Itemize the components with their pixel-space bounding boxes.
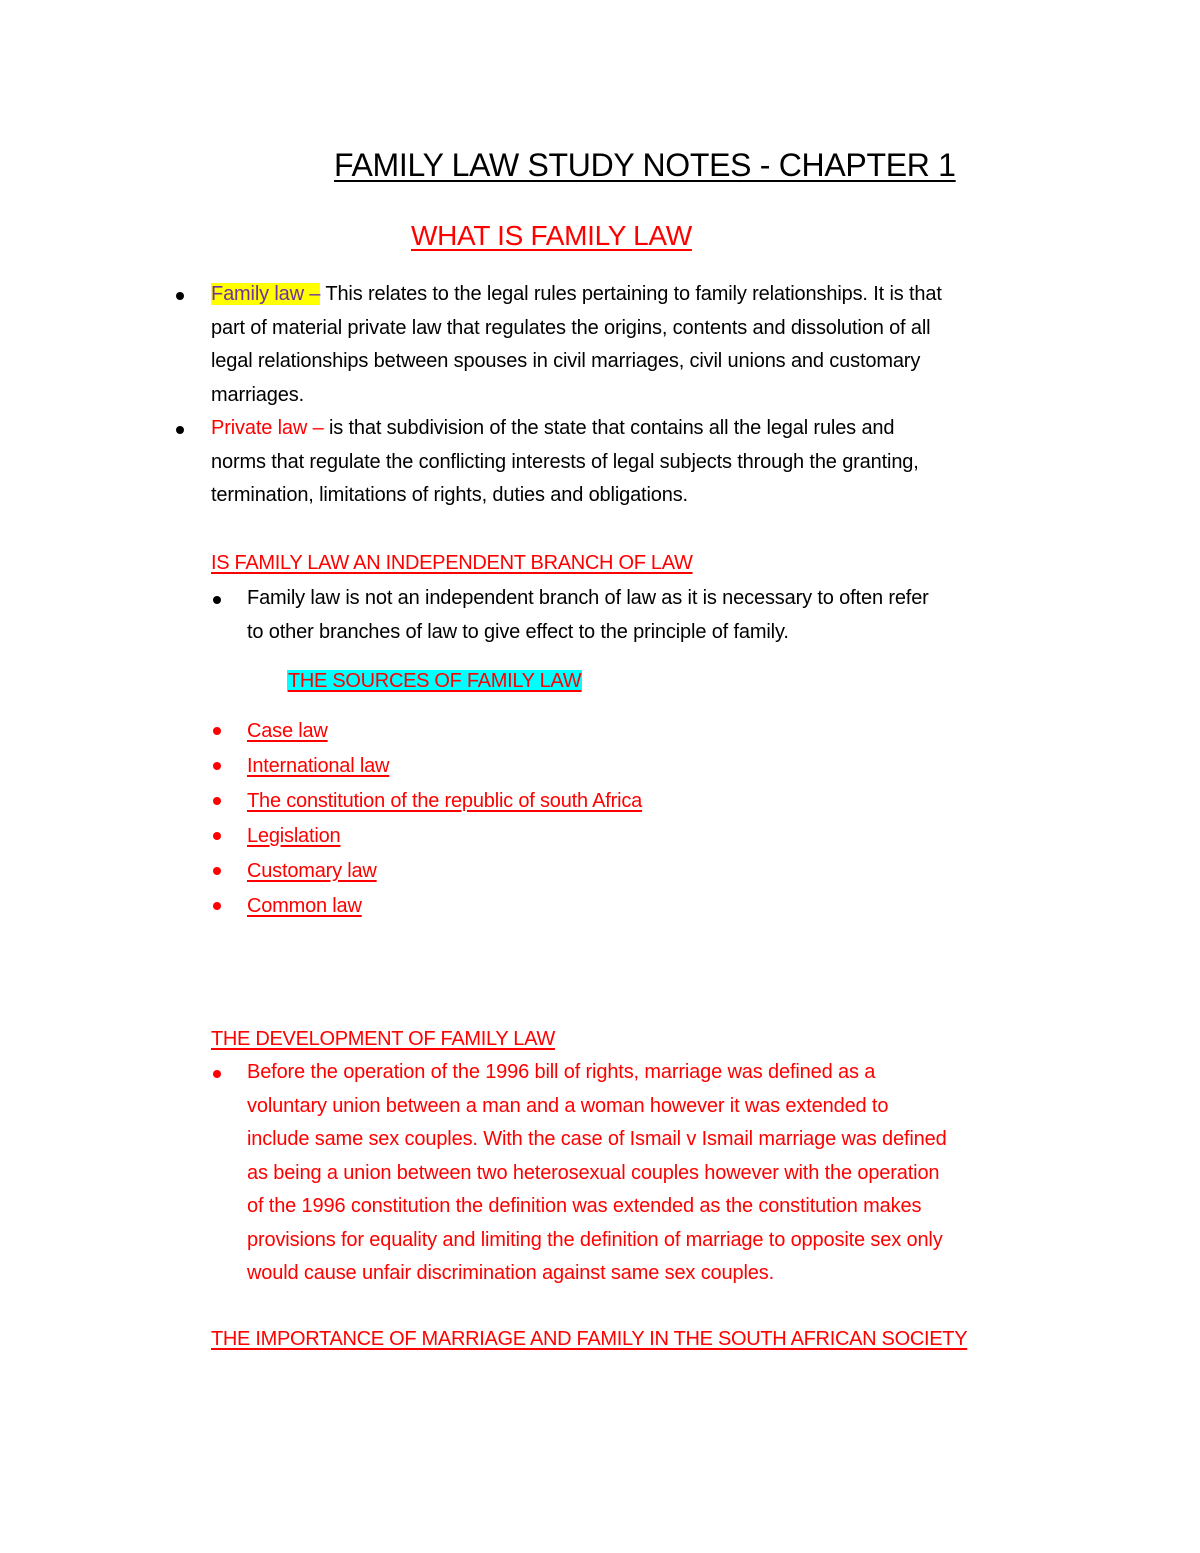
definition-line: norms that regulate the conflicting interests of legal subjects through the granting, [211,450,919,473]
bullet-icon [213,1070,221,1078]
list-item: The constitution of the republic of south Africa [247,790,643,812]
development-line: would cause unfair discrimination against same sex couples. [247,1262,774,1284]
list-item: Common law [247,895,362,917]
definition-line: termination, limitations of rights, duties and obligations. [211,484,688,506]
list-item: Customary law [247,860,377,882]
development-line: voluntary union between a man and a woman however it was extended to [247,1094,889,1117]
definition-line: Private law – is that subdivision of the state that contains all the legal rules and [211,417,895,439]
development-line: as being a union between two heterosexual couples however with the operation [247,1161,940,1184]
bullet-icon [213,727,221,735]
development-line: of the 1996 constitution the definition was extended as the constitution makes [247,1195,922,1217]
definition-line: part of material private law that regulates the origins, contents and dissolution of all [211,316,931,339]
bullet-icon [213,797,221,805]
bullet-icon [213,867,221,875]
development-line: provisions for equality and limiting the definition of marriage to opposite sex only [247,1228,943,1251]
bullet-icon [176,292,184,300]
independent-branch-line: to other branches of law to give effect to the principle of family. [247,620,789,643]
section-heading-independent-branch: IS FAMILY LAW AN INDEPENDENT BRANCH OF LAW [211,552,693,574]
development-line: include same sex couples. With the case of Ismail v Ismail marriage was defined [247,1128,947,1150]
bullet-icon [176,426,184,434]
definition-line: marriages. [211,383,304,406]
list-item: International law [247,755,390,777]
bullet-icon [213,832,221,840]
bullet-icon [213,762,221,770]
definition-line: Family law – This relates to the legal rules pertaining to family relationships. It is that [211,283,942,305]
definition-line: legal relationships between spouses in civil marriages, civil unions and customary [211,350,921,372]
section-heading-importance: THE IMPORTANCE OF MARRIAGE AND FAMILY IN THE SOUTH AFRICAN SOCIETY [211,1328,968,1350]
list-item: Case law [247,720,328,742]
page-subtitle: WHAT IS FAMILY LAW [411,220,692,251]
section-heading-sources: THE SOURCES OF FAMILY LAW [288,670,582,692]
list-item: Legislation [247,825,341,847]
section-heading-development: THE DEVELOPMENT OF FAMILY LAW [211,1028,555,1050]
bullet-icon [213,596,221,604]
bullet-icon [213,902,221,910]
page-title: FAMILY LAW STUDY NOTES - CHAPTER 1 [334,147,956,183]
development-line: Before the operation of the 1996 bill of rights, marriage was defined as a [247,1061,876,1083]
independent-branch-line: Family law is not an independent branch of law as it is necessary to often refer [247,587,929,609]
definition-term: Private law – [211,417,324,439]
definition-term: Family law – [211,283,321,305]
